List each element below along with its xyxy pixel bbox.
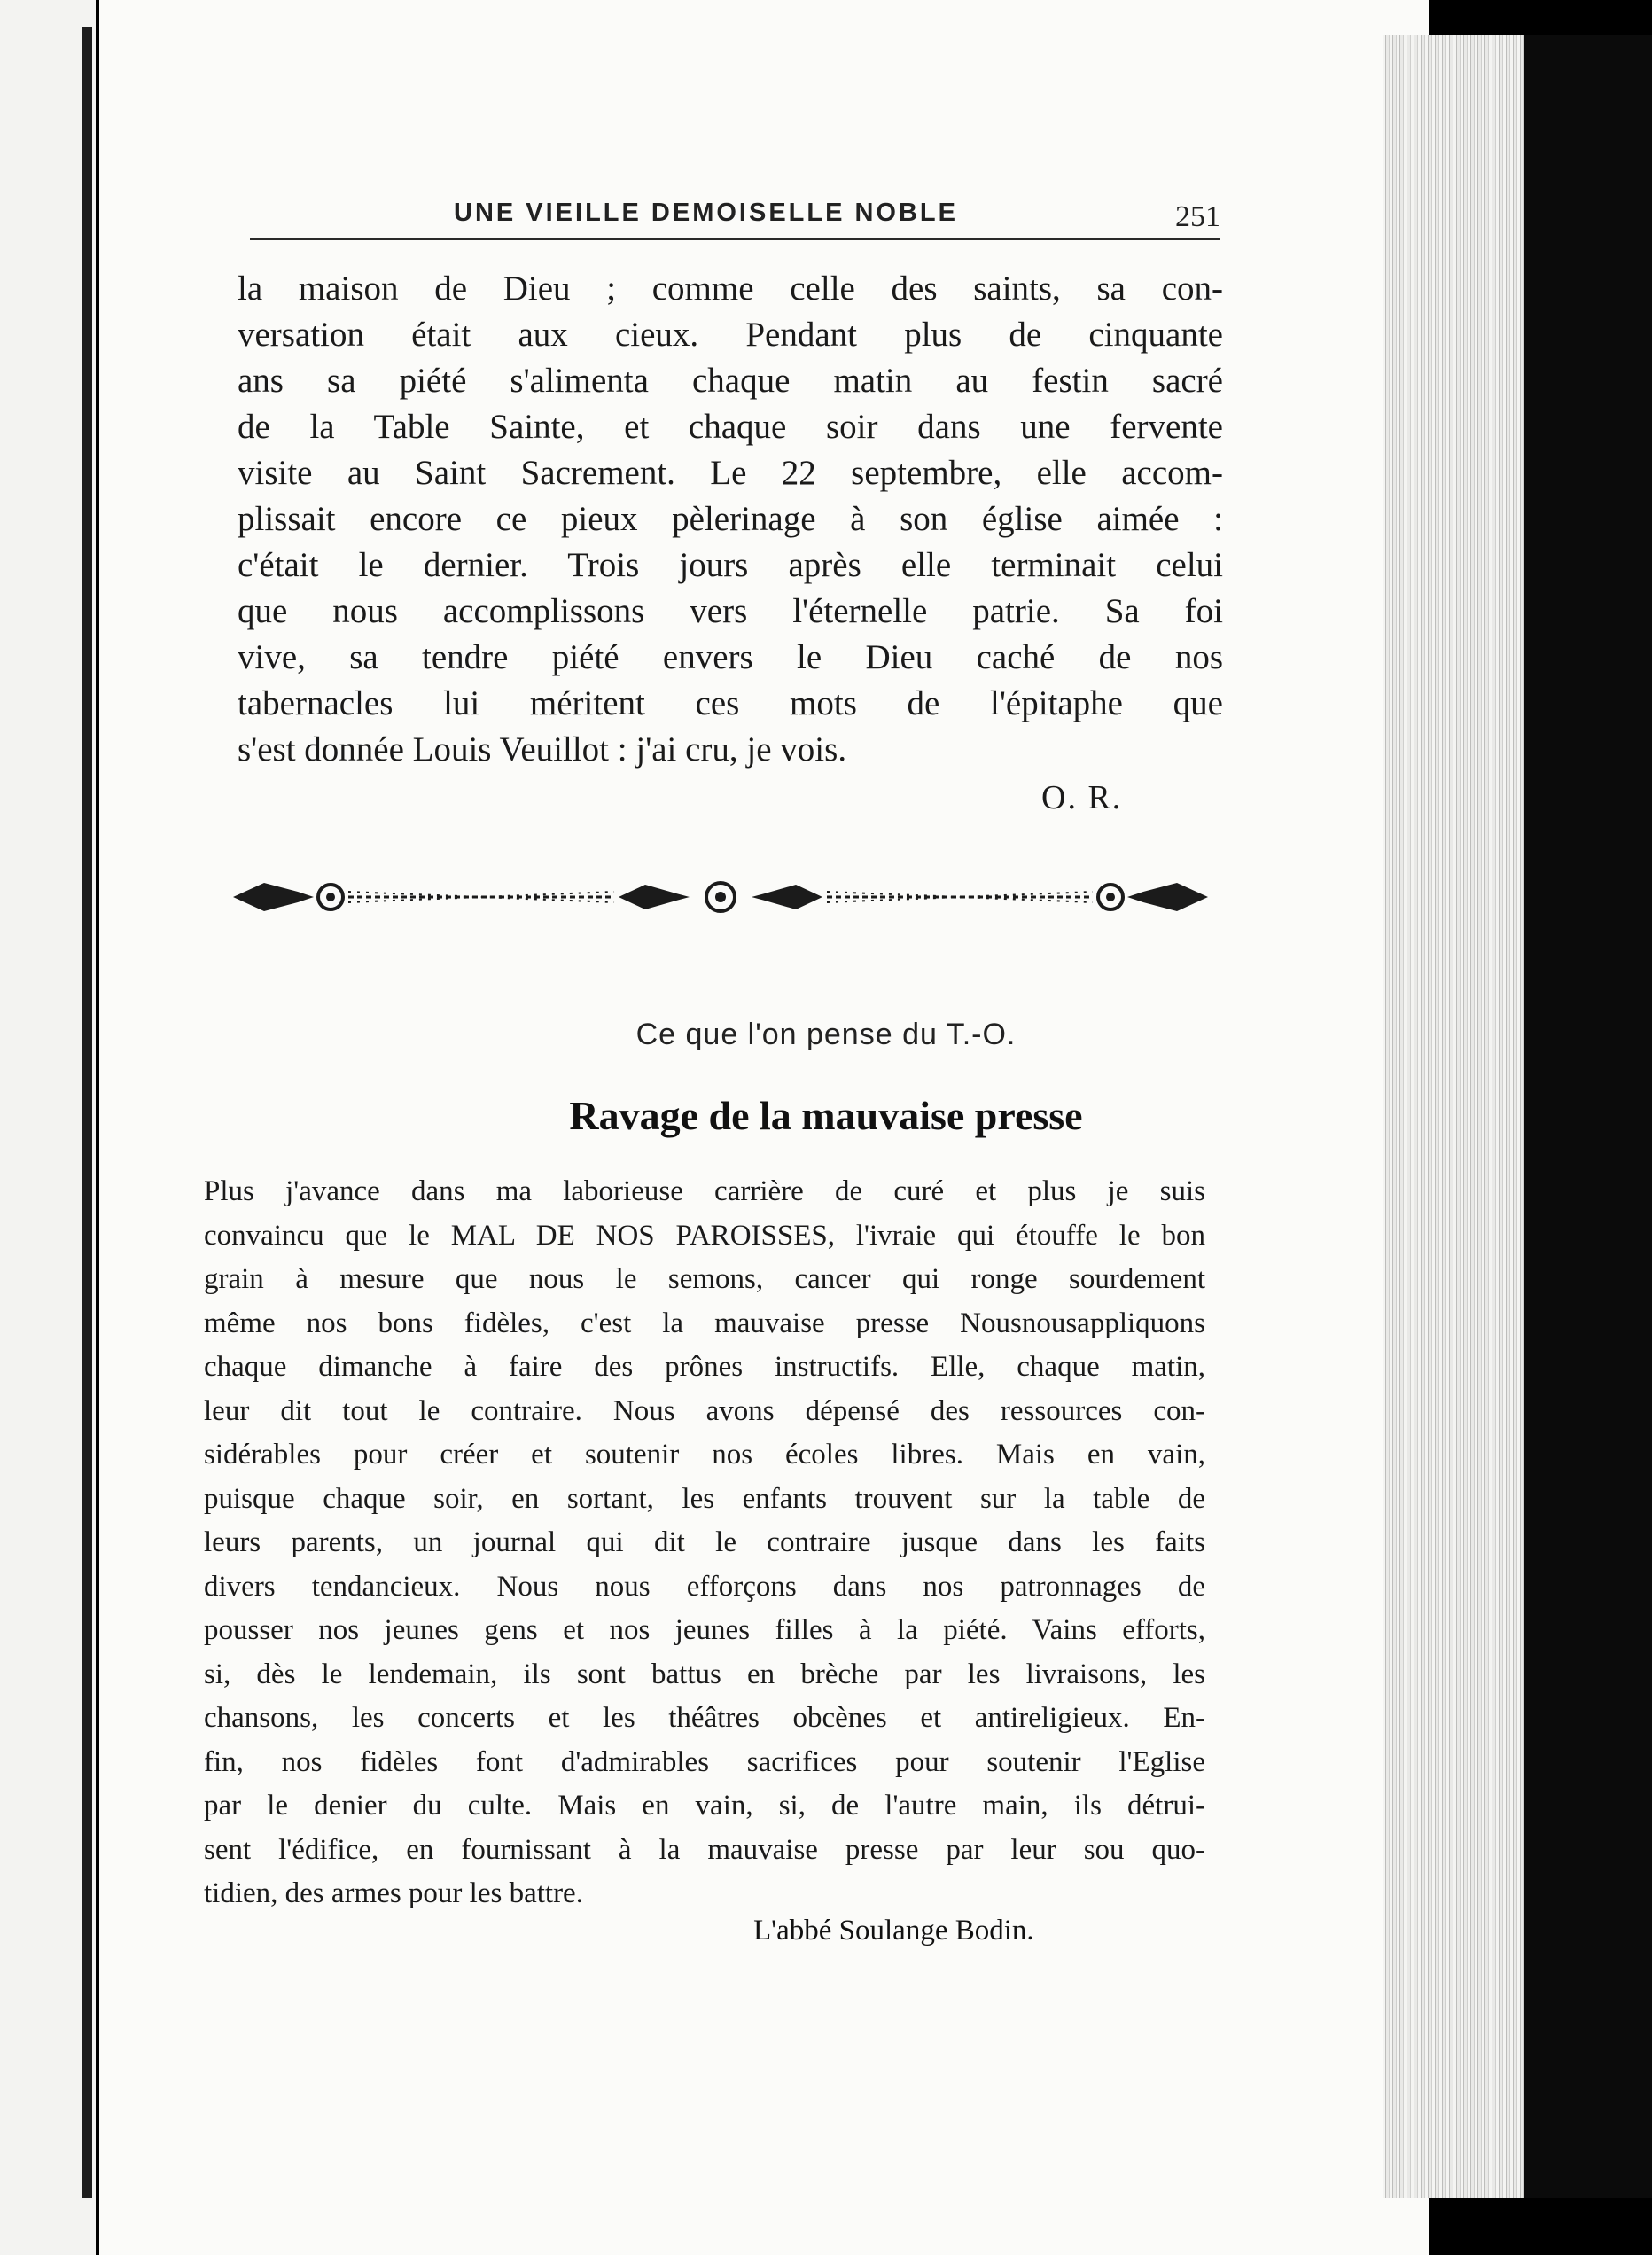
text-line: chansons, les concerts et les théâtres obcènes et antireligieux. En- [204,1702,1205,1734]
article1-paragraph [238,266,1223,773]
text-line: si, dès le lendemain, ils sont battus en brèche par les livraisons, les [204,1658,1205,1690]
text-line: que nous accomplissons vers l'éternelle patrie. Sa foi [238,592,1223,630]
running-title: UNE VIEILLE DEMOISELLE NOBLE [454,199,958,227]
article1-signature: O. R. [1041,779,1123,816]
page-number: 251 [1175,200,1220,233]
text-line: tidien, des armes pour les battre. [204,1877,583,1909]
decorative-divider [229,870,1212,924]
text-line: grain à mesure que nous le semons, cancer qui ronge sourdement [204,1263,1205,1295]
article2-paragraph [204,1170,1205,1916]
text-line: sent l'édifice, en fournissant à la mauvaise presse par leur sou quo- [204,1833,1205,1866]
text-line: fin, nos fidèles font d'admirables sacrifices pour soutenir l'Eglise [204,1745,1205,1778]
article-title: Ravage de la mauvaise presse [569,1093,1083,1138]
text-line: visite au Saint Sacrement. Le 22 septembre, elle accom- [238,454,1223,492]
text-line: chaque dimanche à faire des prônes instructifs. Elle, chaque matin, [204,1351,1205,1383]
text-line: Plus j'avance dans ma laborieuse carrière de curé et plus je suis [204,1175,1205,1207]
text-line: ans sa piété s'alimenta chaque matin au festin sacré [238,362,1223,400]
text-line: la maison de Dieu ; comme celle des saints, sa con- [238,269,1223,308]
text-line: plissait encore ce pieux pèlerinage à son église aimée : [238,500,1223,538]
running-head [250,193,1220,240]
text-line: tabernacles lui méritent ces mots de l'épitaphe que [238,684,1223,722]
text-line: pousser nos jeunes gens et nos jeunes filles à la piété. Vains efforts, [204,1614,1205,1646]
text-line: convaincu que le MAL DE NOS PAROISSES, l'ivraie qui étouffe le bon [204,1219,1205,1252]
text-line: par le denier du culte. Mais en vain, si, de l'autre main, ils détrui- [204,1790,1205,1822]
text-line: puisque chaque soir, en sortant, les enfants trouvent sur la table de [204,1482,1205,1515]
text-line: leurs parents, un journal qui dit le contraire jusque dans les faits [204,1526,1205,1558]
text-line: leur dit tout le contraire. Nous avons dépensé des ressources con- [204,1394,1205,1427]
text-line: s'est donnée Louis Veuillot : j'ai cru, je vois. [238,730,847,769]
article2-signature: L'abbé Soulange Bodin. [753,1915,1034,1947]
text-line: divers tendancieux. Nous nous efforçons dans nos patronnages de [204,1570,1205,1603]
section-kicker: Ce que l'on pense du T.-O. [635,1018,1017,1051]
text-line: de la Table Sainte, et chaque soir dans une fervente [238,408,1223,446]
text-line: versation était aux cieux. Pendant plus de cinquante [238,316,1223,354]
text-line: vive, sa tendre piété envers le Dieu caché de nos [238,638,1223,676]
text-line: c'était le dernier. Trois jours après elle terminait celui [238,546,1223,584]
text-line: sidérables pour créer et soutenir nos écoles libres. Mais en vain, [204,1439,1205,1471]
text-line: même nos bons fidèles, c'est la mauvaise presse Nousnousappliquons [204,1307,1205,1339]
